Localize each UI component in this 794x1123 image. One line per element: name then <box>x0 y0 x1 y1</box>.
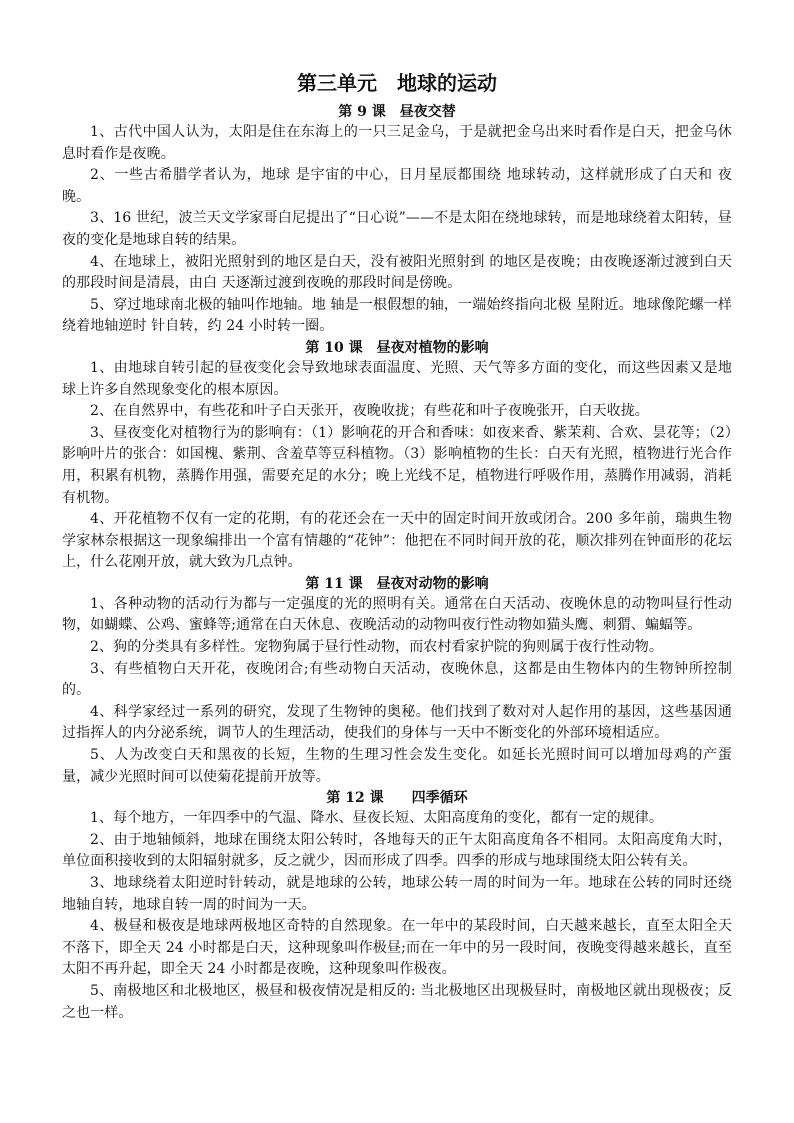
unit-title: 第三单元 地球的运动 <box>297 71 497 95</box>
lesson-10 <box>62 338 732 574</box>
paragraph: 2、一些古希腊学者认为，地球 是宇宙的中心，日月星辰都围绕 地球转动，这样就形成了白天和 夜晚。 <box>62 167 732 205</box>
paragraph: 2、在自然界中，有些花和叶子白天张开，夜晚收拢；有些花和叶子夜晚张开，白天收拢。 <box>90 403 649 420</box>
paragraph: 5、人为改变白天和黑夜的长短，生物的生理习性会发生变化。如延长光照时间可以增加母鸡的产蛋量，减少光照时间可以使菊花提前开放等。 <box>62 747 732 785</box>
paragraph: 3、有些植物白天开花，夜晚闭合;有些动物白天活动，夜晚休息，这都是由生物体内的生物钟所控制的。 <box>62 660 732 699</box>
paragraph: 2、由于地轴倾斜，地球在围绕太阳公转时，各地每天的正午太阳高度角各不相同。太阳高度角大时，单位面积接收到的太阳辐射就多，反之就少，因而形成了四季。四季的形成与地球围绕太阳公转有关。 <box>62 831 732 870</box>
paragraph: 1、由地球自转引起的昼夜变化会导致地球表面温度、光照、天气等多方面的变化，而这些因素又是地球上许多自然现象变化的根本原因。 <box>62 359 732 398</box>
paragraph: 1、古代中国人认为，太阳是住在东海上的一只三足金乌，于是就把金乌出来时看作是白天，把金乌休息时看作是夜晚。 <box>62 124 732 162</box>
lesson-9 <box>62 102 732 338</box>
paragraph: 4、极昼和极夜是地球两极地区奇特的自然现象。在一年中的某段时间，白天越来越长，直至太阳全天不落下，即全天 24 小时都是白天，这种现象叫作极昼;而在一年中的另一段时间，夜晚变得越来越长，直至太阳不再升起，即全天 24 小时都是夜晚，这种现象叫作极夜。 <box>62 918 732 978</box>
paragraph: 1、每个地方，一年四季中的气温、降水、昼夜长短、太阳高度角的变化，都有一定的规律。 <box>90 810 664 827</box>
paragraph: 3、地球绕着太阳逆时针转动，就是地球的公转，地球公转一周的时间为一年。地球在公转的同时还绕地轴自转，地球自转一周的时间为一天。 <box>62 875 732 913</box>
lesson-title: 第 10 课 昼夜对植物的影响 <box>305 339 489 356</box>
lesson-title: 第 9 课 昼夜交替 <box>338 104 456 120</box>
paragraph: 4、在地球上，被阳光照射到的地区是白天，没有被阳光照射到 的地区是夜晚；由夜晚逐渐过渡到白天的那段时间是清晨，由白 天逐渐过渡到夜晚的那段时间是傍晚。 <box>62 253 732 292</box>
paragraph: 5、南极地区和北极地区，极昼和极夜情况是相反的: 当北极地区出现极昼时，南极地区就出现极夜；反之也一样。 <box>62 982 732 1021</box>
lesson-12 <box>62 788 732 1024</box>
paragraph: 4、开花植物不仅有一定的花期，有的花还会在一天中的固定时间开放或闭合。200 多年前，瑞典生物学家林奈根据这一现象编排出一个富有情趣的“花钟”：他把在不同时间开放的花，顺次排列在钟面形的花坛上，什么花刚开放，就大致为几点钟。 <box>62 511 732 571</box>
paragraph: 1、各种动物的活动行为都与一定强度的光的照明有关。通常在白天活动、夜晚休息的动物叫昼行性动物，如蝴蝶、公鸡、蜜蜂等;通常在白天休息、夜晚活动的动物叫夜行性动物如猫头鹰、刺猬、蝙蝠等。 <box>62 595 732 634</box>
paragraph: 5、穿过地球南北极的轴叫作地轴。地 轴是一根假想的轴，一端始终指向北极 星附近。地球像陀螺一样绕着地轴逆时 针自转，约 24 小时转一圈。 <box>62 296 732 335</box>
lesson-title: 第 11 课 昼夜对动物的影响 <box>305 575 489 592</box>
lesson-11 <box>62 574 732 788</box>
paragraph: 3、16 世纪，波兰天文学家哥白尼提出了“日心说”——不是太阳在绕地球转，而是地球绕着太阳转，昼夜的变化是地球自转的结果。 <box>62 210 732 248</box>
paragraph: 3、昼夜变化对植物行为的影响有：（1）影响花的开合和香味：如夜来香、紫茉莉、合欢、昙花等；（2）影响叶片的张合：如国槐、紫荆、含羞草等豆科植物。（3）影响植物的生长：白天有光照，植物进行光合作用，积累有机物，蒸腾作用强，需要充足的水分；晚上光线不足，植物进行呼吸作用，蒸腾作用减弱，消耗有机物。 <box>62 424 732 506</box>
paragraph: 4、科学家经过一系列的研究，发现了生物钟的奥秘。他们找到了数对对人起作用的基因，这些基因通过指挥人的内分泌系统，调节人的生理活动，使我们的身体与一天中不断变化的外部环境相适应。 <box>62 703 732 742</box>
lesson-title: 第 12 课 四季循环 <box>326 790 468 807</box>
paragraph: 2、狗的分类具有多样性。宠物狗属于昼行性动物，而农村看家护院的狗则属于夜行性动物。 <box>90 639 664 656</box>
